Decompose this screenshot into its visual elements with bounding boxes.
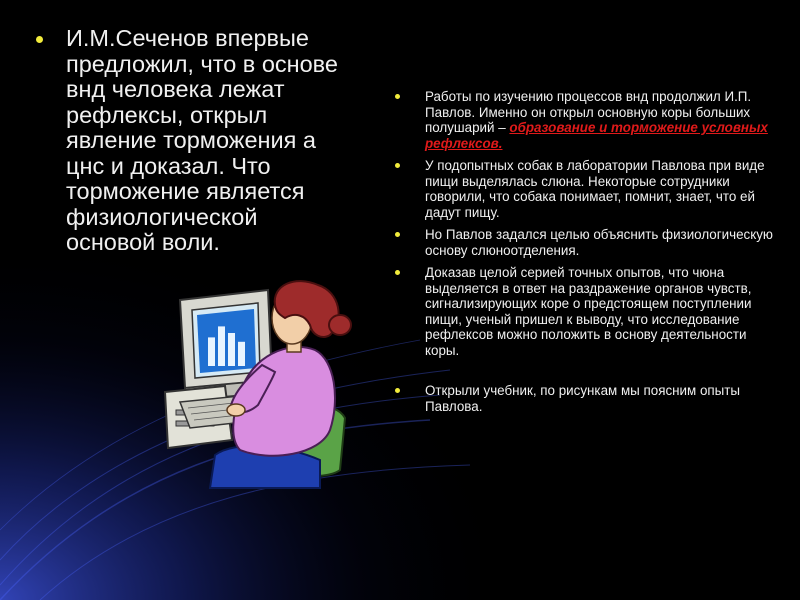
right-bullet-text-3: Но Павлов задался целью объяснить физиологическую основу слюноотделения. [425,227,773,258]
left-bullet-text: И.М.Сеченов впервые предложил, что в основе внд человека лежат рефлексы, открыл явление торможения а цнс и доказал. Что торможение является физиологической основой воли. [66,25,338,255]
right-bullet-item-2 [395,158,775,220]
bullet-dot-icon [395,388,400,393]
right-bullet-item-5 [395,383,775,414]
bullet-dot-icon [395,270,400,275]
right-bullet-text-4: Доказав целой серией точных опытов, что чюна выделяется в ответ на раздражение органов чувств, сигнализирующих коре о предстоящем поступлении пищи, ученый пришел к выводу, что исследование рефлексов можно положить в основу деятельности коры. [425,265,752,358]
right-bullet-text-2: У подопытных собак в лаборатории Павлова при виде пищи выделялась слюна. Некоторые сотрудники говорили, что собака понимает, помнит, знает, что ей дадут пищу. [425,158,765,220]
bullet-dot-icon [395,232,400,237]
right-bullet-list [395,89,775,421]
bullet-dot-icon [395,94,400,99]
right-bullet-item-3 [395,227,775,258]
right-bullet-item-4 [395,265,775,358]
left-bullet-list [36,26,341,256]
woman-hair-bun [329,315,351,335]
bullet-dot-icon [395,163,400,168]
bullet-dot-icon [36,36,43,43]
monitor-bar [208,337,215,366]
woman-hand [227,404,245,416]
right-bullet-text-5: Открыли учебник, по рисункам мы поясним опыты Павлова. [425,383,741,414]
right-bullet-text-1: Работы по изучению процессов внд продолжил И.П. Павлов. Именно он открыл основную коры больших полушарий – [425,89,752,135]
monitor-bar [228,333,235,366]
left-bullet-item [36,26,341,256]
monitor-bar [238,342,245,366]
monitor-bar [218,326,225,366]
reflex-formation-link[interactable]: образование и торможение условных рефлексов. [425,120,768,151]
right-bullet-item-1 [395,89,775,151]
